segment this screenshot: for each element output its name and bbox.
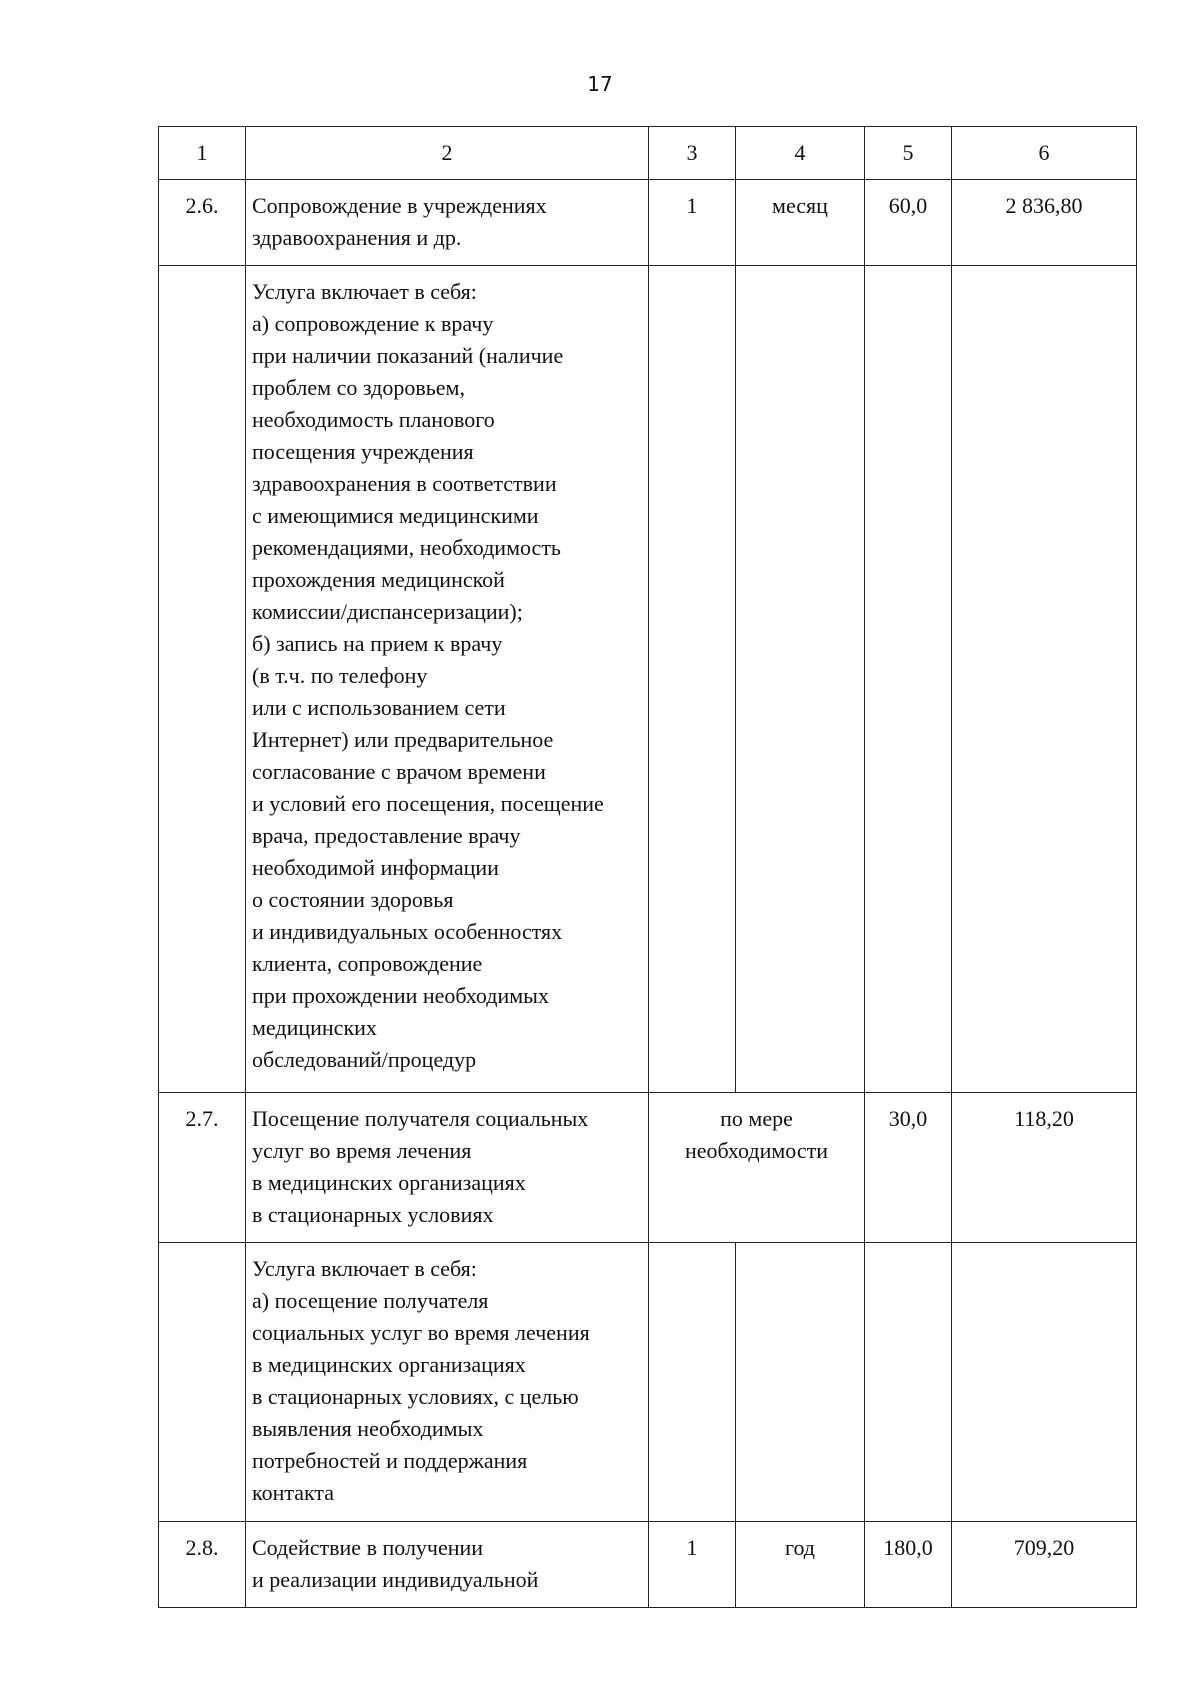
empty-cell xyxy=(649,266,736,1093)
table-row xyxy=(159,1093,1137,1243)
col-header-3: 3 xyxy=(649,127,736,180)
col-header-4: 4 xyxy=(736,127,865,180)
empty-cell xyxy=(736,1243,865,1522)
col-header-2: 2 xyxy=(246,127,649,180)
title-line: здравоохранения и др. xyxy=(252,225,462,250)
description-line: согласование с врачом времени xyxy=(252,759,546,784)
description-line: контакта xyxy=(252,1480,335,1505)
col-header-6: 6 xyxy=(952,127,1137,180)
description-line: или с использованием сети xyxy=(252,695,506,720)
description-line: с имеющимися медицинскими xyxy=(252,503,539,528)
description-line: Услуга включает в себя: xyxy=(252,1256,477,1281)
description-line: и индивидуальных особенностях xyxy=(252,919,563,944)
empty-cell xyxy=(952,266,1137,1093)
price-cell: 118,20 xyxy=(952,1093,1137,1243)
col-header-5: 5 xyxy=(865,127,952,180)
frequency-line: необходимости xyxy=(684,1138,828,1163)
price-cell: 2 836,80 xyxy=(952,180,1137,266)
description-line: врача, предоставление врачу xyxy=(252,823,521,848)
time-cell: 30,0 xyxy=(865,1093,952,1243)
title-line: услуг во время лечения xyxy=(252,1138,472,1163)
service-title xyxy=(246,1093,649,1243)
unit-cell: месяц xyxy=(736,180,865,266)
empty-cell xyxy=(952,1243,1137,1522)
unit-cell: год xyxy=(736,1522,865,1608)
time-cell: 60,0 xyxy=(865,180,952,266)
description-line: при прохождении необходимых xyxy=(252,983,549,1008)
description-line: и условий его посещения, посещение xyxy=(252,791,604,816)
frequency-line: по мере xyxy=(720,1106,793,1131)
service-title xyxy=(246,1522,649,1608)
quantity-cell: 1 xyxy=(649,1522,736,1608)
row-number: 2.6. xyxy=(159,180,246,266)
table-header-row xyxy=(159,127,1137,180)
empty-cell xyxy=(649,1243,736,1522)
title-line: в медицинских организациях xyxy=(252,1170,526,1195)
table-row-description xyxy=(159,266,1137,1093)
title-line: и реализации индивидуальной xyxy=(252,1567,539,1592)
description-line: обследований/процедур xyxy=(252,1047,477,1072)
title-line: Посещение получателя социальных xyxy=(252,1106,589,1131)
description-line: в медицинских организациях xyxy=(252,1352,526,1377)
service-description xyxy=(246,1243,649,1522)
description-line: прохождения медицинской xyxy=(252,567,505,592)
description-line: при наличии показаний (наличие xyxy=(252,343,564,368)
description-line: (в т.ч. по телефону xyxy=(252,663,428,688)
description-line: медицинских xyxy=(252,1015,377,1040)
row-number: 2.7. xyxy=(159,1093,246,1243)
description-line: рекомендациями, необходимость xyxy=(252,535,561,560)
empty-cell xyxy=(865,266,952,1093)
description-line: социальных услуг во время лечения xyxy=(252,1320,590,1345)
price-cell: 709,20 xyxy=(952,1522,1137,1608)
description-line: б) запись на прием к врачу xyxy=(252,631,503,656)
title-line: Содействие в получении xyxy=(252,1535,484,1560)
quantity-cell: 1 xyxy=(649,180,736,266)
services-table xyxy=(158,126,1137,1608)
service-title xyxy=(246,180,649,266)
description-line: Услуга включает в себя: xyxy=(252,279,477,304)
description-line: в стационарных условиях, с целью xyxy=(252,1384,579,1409)
description-line: необходимость планового xyxy=(252,407,495,432)
description-line: посещения учреждения xyxy=(252,439,474,464)
col-header-1: 1 xyxy=(159,127,246,180)
title-line: Сопровождение в учреждениях xyxy=(252,193,547,218)
table-row xyxy=(159,180,1137,266)
description-line: а) посещение получателя xyxy=(252,1288,489,1313)
row-number: 2.8. xyxy=(159,1522,246,1608)
empty-cell xyxy=(736,266,865,1093)
description-line: клиента, сопровождение xyxy=(252,951,483,976)
empty-cell xyxy=(159,266,246,1093)
description-line: Интернет) или предварительное xyxy=(252,727,554,752)
empty-cell xyxy=(865,1243,952,1522)
table-row-description xyxy=(159,1243,1137,1522)
description-line: необходимой информации xyxy=(252,855,499,880)
service-description xyxy=(246,266,649,1093)
description-line: а) сопровождение к врачу xyxy=(252,311,494,336)
description-line: комиссии/диспансеризации); xyxy=(252,599,523,624)
description-line: выявления необходимых xyxy=(252,1416,484,1441)
frequency-cell xyxy=(649,1093,865,1243)
table-row xyxy=(159,1522,1137,1608)
description-line: здравоохранения в соответствии xyxy=(252,471,557,496)
empty-cell xyxy=(159,1243,246,1522)
time-cell: 180,0 xyxy=(865,1522,952,1608)
page-number: 17 xyxy=(587,72,613,96)
description-line: проблем со здоровьем, xyxy=(252,375,465,400)
description-line: о состоянии здоровья xyxy=(252,887,454,912)
title-line: в стационарных условиях xyxy=(252,1202,494,1227)
description-line: потребностей и поддержания xyxy=(252,1448,528,1473)
